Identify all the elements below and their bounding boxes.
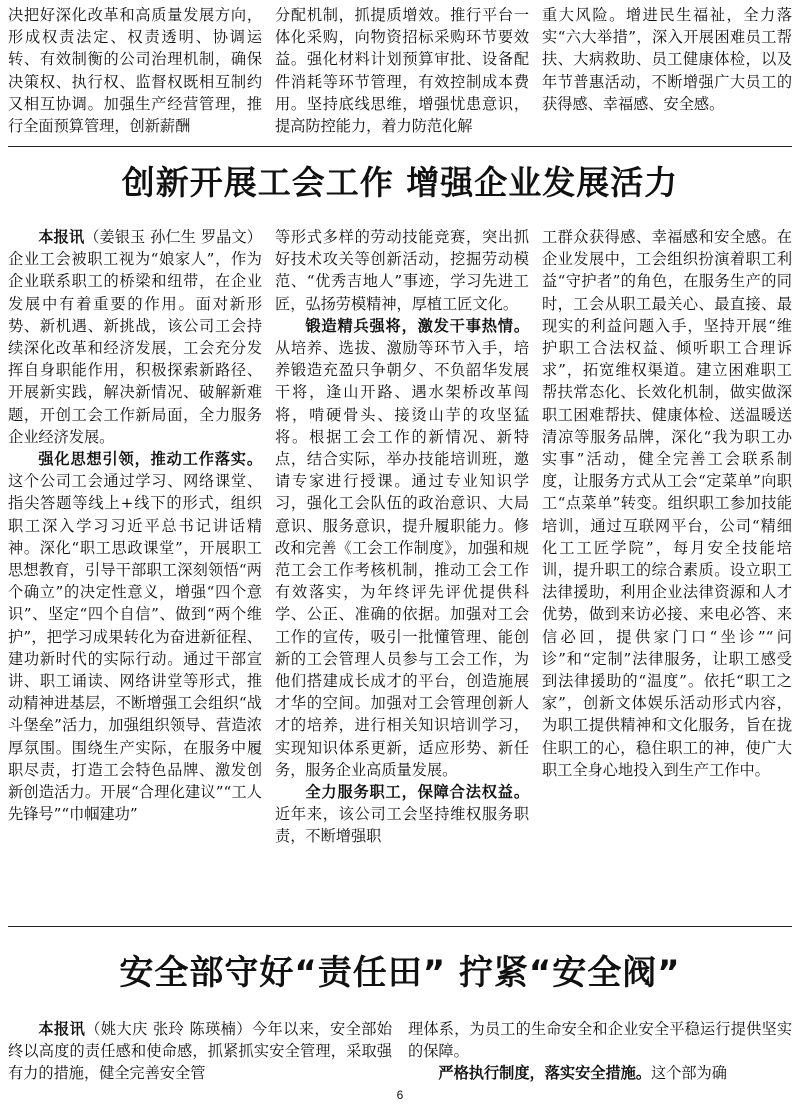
article1-col3-body: 工群众获得感、幸福感和安全感。在企业发展中，工会组织扮演着职工利益“守护者”的角色，在服务生产的同时，工会从职工最关心、最直接、最现实的利益问题入手，坚持开展“维护职工合法权益、倾听职工合理诉求”，拓宽维权渠道。建立困难职工帮扶常态化、长效化机制，做实做深职工困难帮扶、健康体检、送温暖送清凉等服务品牌，深化“我为职工办实事”活动，健全完善工会联系制度，让服务方式从工会“定菜单”向职工“点菜单”转变。组织职工参加技能培训，通过互联网平台，公司“精细化工工匠学院”，每月安全技能培训，提升职工的综合素质。设立职工法律援助，利用企业法律资源和人才优势，做到来访必接、来电必答、来信必回，提供家门口“坐诊”“问诊”和“定制”法律服务，让职工感受到法律援助的“温度”。依托“职工之家”，创新文体娱乐活动形式内容，为职工提供精神和文化服务，旨在拢住职工的心，稳住职工的神，使广大职工全身心地投入到生产工作中。 [542,228,792,779]
article2-col1 [8,1018,392,1088]
article1-col3 [542,226,792,920]
article1-col2-continued: 等形式多样的劳动技能竞赛，突出抓好技术攻关等创新活动，挖掘劳动模范、“优秀吉地人”事迹，学习先进工匠，弘扬劳模精神，厚植工匠文化。 [275,228,529,313]
article1-dateline: 本报讯 [38,228,85,246]
article2-headline: 安全部守好“责任田” 拧紧“安全阀” [119,953,681,993]
article2-dateline: 本报讯 [38,1020,86,1038]
article1-col1-body: 这个公司工会通过学习、网络课堂、指尖答题等线上+线下的形式，组织职工深入学习习近平总书记讲话精神。深化“职工思政课堂”，开展职工思想教育，引导干部职工深刻领悟“两个确立”的决定性意义，增强“四个意识”、坚定“四个自信”、做到“两个维护”，把学习成果转化为奋进新征程、建功新时代的实际行动。通过干部宣讲、职工诵读、网络讲堂等形式，推动精神进基层，不断增强工会组织“战斗堡垒”活力，加强组织领导、营造浓厚氛围。围绕生产实际，在服务中履职尽责，打造工会特色品牌、激发创新创造活力。开展“合理化建议”“工人先锋号”“巾帼建功” [8,472,262,824]
article1-subhead-2: 锻造精兵强将，激发干事热情。 [305,316,529,335]
article1-subhead-1: 强化思想引领，推动工作落实。 [38,450,262,469]
article1-col1 [8,226,262,920]
section-divider-top [8,146,792,147]
article1-headline: 创新开展工会工作 增强企业发展活力 [121,163,679,202]
article1-col2-body2: 近年来，该公司工会坚持维权服务职责，不断增强职 [275,805,529,846]
article2-col1-body: （姚大庆 张玲 陈瑛楠）今年以来，安全部始终以高度的责任感和使命感，抓紧抓实安全管理，采取强有力的措施，健全完善安全管 [8,1020,392,1083]
section-divider-bottom [8,926,792,927]
top-fragment-col1-text: 决把好深化改革和高质量发展方向，形成权责法定、权责透明、协调运转、有效制衡的公司治理机制，确保决策权、执行权、监督权既相互制约又相互协调。加强生产经营管理，推行全面预算管理，创新薪酬 [8,6,262,136]
top-fragment-col3 [542,4,792,136]
article1-intro: （姜银玉 孙仁生 罗晶文）企业工会被职工视为“娘家人”，作为企业联系职工的桥梁和纽带，在企业发展中有着重要的作用。面对新形势、新机遇、新挑战，该公司工会持续深化改革和经济发展，工会充分发挥自身职能作用，积极探索新路径、开展新实践，解决新情况、破解新难题，开创工会工作新局面，全力服务企业经济发展。 [8,228,262,446]
top-fragment-col3-text: 重大风险。增进民生福祉，全力落实“六大举措”，深入开展困难员工帮扶、大病救助、员工健康体检，以及年节普惠活动，不断增强广大员工的获得感、幸福感、安全感。 [542,6,792,113]
article1-col2 [275,226,529,920]
article1-subhead-3: 全力服务职工，保障合法权益。 [305,783,529,802]
article2-subhead-1: 严格执行制度，落实安全措施。 [438,1064,652,1083]
article2-col2-body2: 这个部为确 [651,1064,727,1083]
article1-col2-body1: 从培养、选拔、激励等环节入手，培养锻造充盈只争朝夕、不负韶华发展干将，逢山开路、遇水架桥改革闯将，啃硬骨头、接烫山芋的攻坚猛将。根据工会工作的新情况、新特点，结合实际，举办技能培训班，邀请专家进行授课。通过专业知识学习，强化工会队伍的政治意识、大局意识、服务意识，提升履职能力。修改和完善《工会工作制度》，加强和规范工会工作考核机制，推动工会工作有效落实，为年终评先评优提供科学、公正、准确的依据。加强对工会工作的宣传，吸引一批懂管理、能创新的工会管理人员参与工会工作，为他们搭建成长成才的平台，创造施展才华的空间。加强对工会管理创新人才的培养，进行相关知识培训学习，实现知识体系更新，适应形势、新任务，服务企业高质量发展。 [275,339,529,779]
top-fragment-col1 [8,4,262,136]
article2-col2 [408,1018,792,1088]
page-number: 6 [396,1088,404,1102]
top-fragment-col2-text: 分配机制，抓提质增效。推行平台一体化采购，向物资招标采购环节要效益。强化材料计划预算审批、设备配件消耗等环节管理，有效控制成本费用。坚持底线思维，增强忧患意识，提高防控能力，着力防范化解 [275,6,529,136]
top-fragment-col2 [275,4,529,136]
article2-col2-continued: 理体系，为员工的生命安全和企业安全平稳运行提供坚实的保障。 [408,1020,792,1061]
